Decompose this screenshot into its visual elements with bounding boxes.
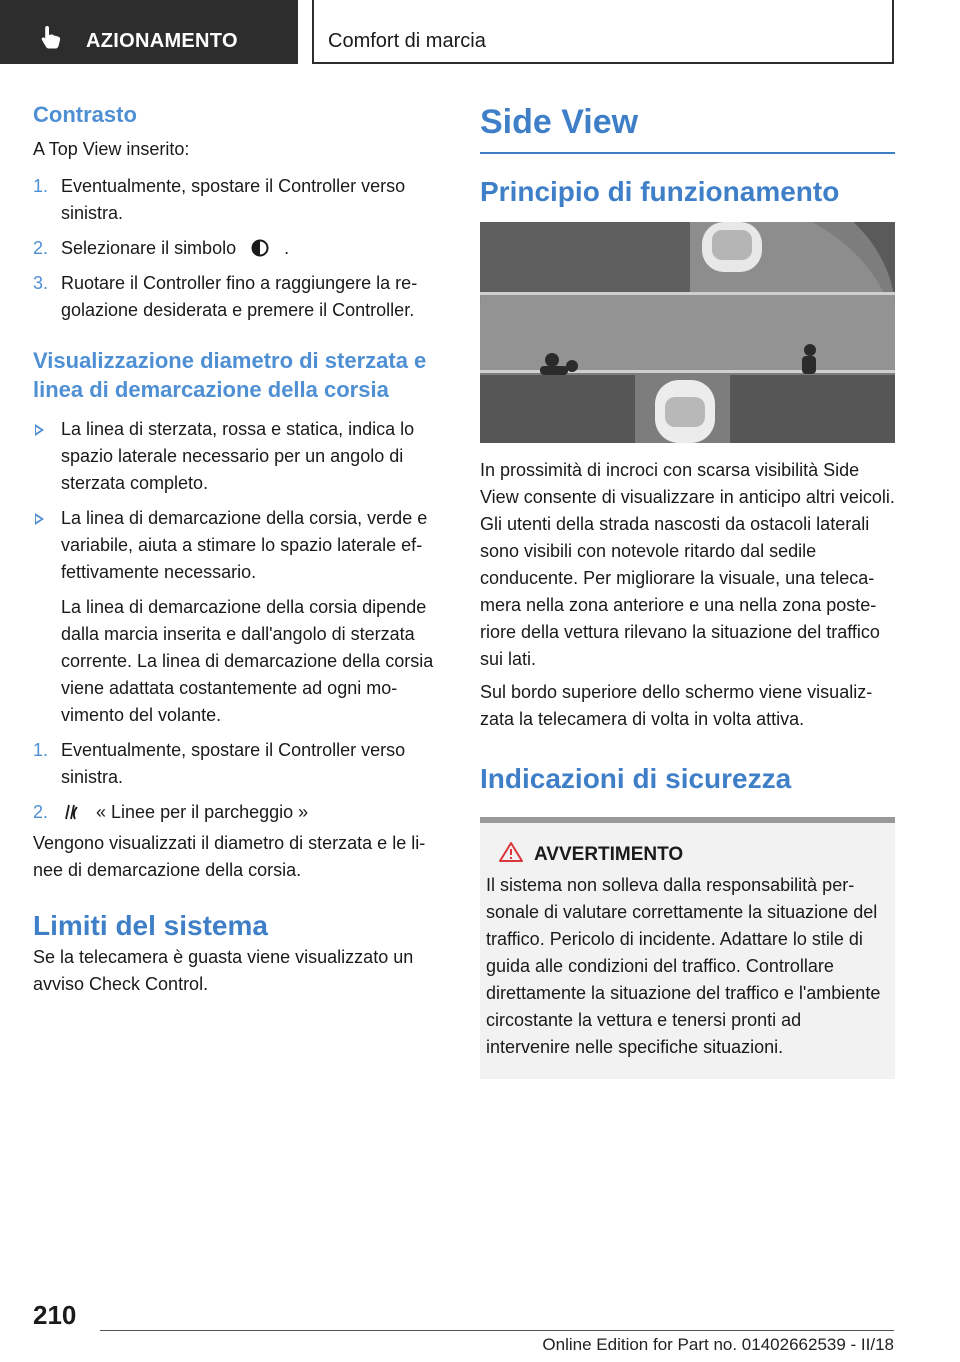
turning-heading: Visualizzazione diametro di sterzata e linea di demarcazione della corsia — [33, 348, 427, 402]
heading-rule — [480, 152, 895, 154]
principle-heading: Principio di funzionamento — [480, 176, 840, 207]
contrast-heading: Contrasto — [33, 102, 137, 127]
limits-heading: Limiti del sistema — [33, 910, 268, 941]
section-tab — [0, 0, 298, 64]
contrast-step-2 — [33, 235, 445, 262]
contrast-intro: A Top View inserito: — [33, 139, 190, 159]
warning-triangle-icon — [498, 841, 524, 863]
step-text: « Linee per il parcheggio » — [96, 802, 309, 822]
side-view-heading: Side View — [480, 103, 639, 141]
hand-pointer-icon — [38, 24, 64, 50]
step-text: Eventualmente, spostare il Controller verso sinistra. — [61, 176, 406, 223]
bullet-text: La linea di sterzata, rossa e statica, indica lo spazio laterale necessario per un angolo di sterzata completo. — [61, 419, 415, 493]
turning-result: Vengono visualizzati il diametro di sterzata e le linee di demarcazione della corsia. — [33, 833, 426, 880]
warning-box — [480, 817, 895, 1079]
turning-step-1 — [33, 737, 445, 791]
turning-step-2 — [33, 799, 445, 826]
chapter-tab — [312, 0, 894, 64]
principle-text: In prossimità di incroci con scarsa visibilità Side View consente di visualizzare in anticipo altri veicoli. Gli utenti della strada nascosti da ostacoli laterali sono visibili con notevole ritardo dal sedile conducente. Per migliorare la visuale, una telecamera nella zona anteriore e una nella zona posteriore della vettura rilevano la situazione del traffico sui lati. — [480, 460, 895, 669]
side-view-illustration — [480, 222, 895, 443]
bullet-note-text: La linea di demarcazione della corsia dipende dalla marcia inserita e dall'angolo di sterzata corrente. La linea di demarcazione della corsia viene adattata costantemente ad ogni movimento del volante. — [61, 597, 434, 725]
warning-text: Il sistema non solleva dalla responsabilità personale di valutare correttamente la situazione del traffico. Pericolo di incidente. Adattare lo stile di guida alle condizioni del traffico. Controllare direttamente la situazione del traffico e l'ambiente circostante la vettura e tenersi pronti ad intervenire nelle specifiche situazioni. — [486, 875, 881, 1057]
section-title: AZIONAMENTO — [86, 30, 238, 52]
step-text: Selezionare il simbolo — [61, 238, 237, 258]
limits-text: Se la telecamera è guasta viene visualizzato un avviso Check Control. — [33, 947, 414, 994]
principle-text-2: Sul bordo superiore dello schermo viene visualizzata la telecamera di volta in volta attiva. — [480, 682, 873, 729]
step-text: Ruotare il Controller fino a raggiungere la regolazione desiderata e premere il Controller. — [61, 273, 418, 320]
page-number: 210 — [33, 1300, 77, 1330]
bullet-triangle-icon — [35, 424, 44, 436]
left-column — [33, 100, 445, 998]
warning-title-row — [486, 841, 887, 868]
turning-bullet-2 — [33, 505, 445, 586]
bullet-triangle-icon — [35, 513, 44, 525]
step-number: 3. — [33, 273, 49, 293]
chapter-title: Comfort di marcia — [328, 30, 486, 52]
bullet-text: La linea di demarcazione della corsia, verde e variabile, aiuta a stimare lo spazio laterale effettivamente necessario. — [61, 508, 428, 582]
step-number: 2. — [33, 802, 49, 822]
turning-bullet-note — [33, 594, 445, 729]
step-number: 2. — [33, 238, 49, 258]
step-text: Eventualmente, spostare il Controller verso sinistra. — [61, 740, 406, 787]
safety-heading: Indicazioni di sicurezza — [480, 763, 792, 794]
parking-lines-icon — [63, 803, 81, 821]
warning-title: AVVERTIMENTO — [534, 844, 684, 865]
step-number: 1. — [33, 176, 49, 196]
step-text-end: . — [284, 238, 290, 258]
contrast-icon — [251, 239, 269, 257]
contrast-step-3 — [33, 270, 445, 324]
right-column — [480, 100, 895, 1079]
step-number: 1. — [33, 740, 49, 760]
turning-bullet-1 — [33, 416, 445, 497]
edition-info: Online Edition for Part no. 01402662539 - II/18 — [542, 1335, 894, 1354]
footer-rule — [100, 1330, 894, 1331]
contrast-step-1 — [33, 173, 445, 227]
